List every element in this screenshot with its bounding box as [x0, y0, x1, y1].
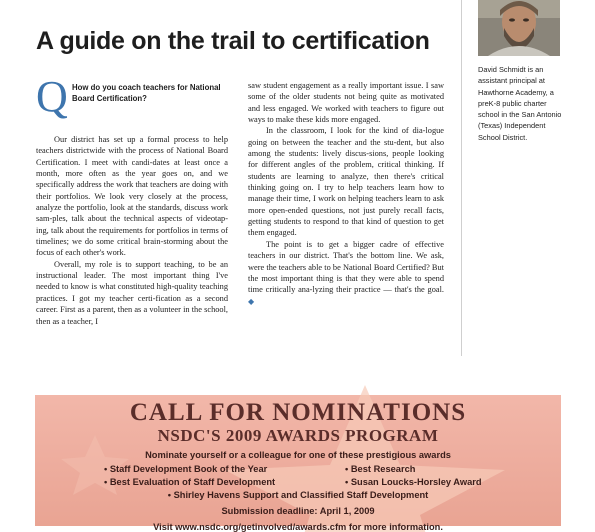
paragraph-text: The point is to get a bigger cadre of effective teachers in our district. That's the bottom line. We ask, were the teachers able to be National Board Certified? But the most important thing is that they were able to spend time critically ana-lyzing their practice — that's the goal. — [248, 239, 444, 295]
article-column-1 — [36, 72, 228, 327]
question-block — [36, 72, 228, 134]
sidebar-divider — [461, 0, 462, 356]
award-item: • Staff Development Book of the Year — [104, 464, 268, 474]
ad-nominate-line: Nominate yourself or a colleague for one of these prestigious awards — [145, 450, 451, 460]
paragraph: saw student engagement as a really important issue. I saw some of the older students not being quite as motivated and less engaged. We worked with teachers to figure out ways to make these kids more engaged. — [248, 81, 444, 125]
drop-cap: Q — [36, 72, 68, 121]
article-title: A guide on the trail to certification — [36, 27, 430, 55]
end-mark-icon: ◆ — [248, 296, 255, 306]
author-photo — [478, 0, 560, 56]
paragraph: Overall, my role is to support teaching, to be an instructional leader. The most important thing I've needed to know is what constituted high-quality teaching practices. I got my teacher certi-fication as a second career. First as a parent, then as a volunteer in the school, then as a teacher, I — [36, 259, 228, 326]
paragraph — [248, 239, 444, 307]
award-item: • Best Evaluation of Staff Development — [104, 477, 276, 487]
award-item: • Shirley Havens Support and Classified Staff Development — [167, 490, 429, 500]
interview-question: How do you coach teachers for National Board Certification? — [72, 83, 221, 103]
author-caption: David Schmidt is an assistant principal at Hawthorne Academy, a preK-8 public charter school in the San Antonio (Texas) Independent School District. — [478, 65, 562, 142]
article-column-2 — [248, 80, 444, 307]
paragraph: In the classroom, I look for the kind of dia-logue going on between the teacher and the stu-dent, but also among the students: lively discus-sions, people looking for different angles of the problem, critical thinking. If students are learning to analyze, then there's critical thinking going on. I try to help teachers learn how to manage their time, I work on helping teachers learn to ask more open-ended questions, not just purely recall facts, getting students to respond to that kind of question to get them engaged. — [248, 126, 444, 238]
ad-visit-link[interactable]: Visit www.nsdc.org/getinvolved/awards.cfm for more information. — [153, 522, 443, 532]
ad-subtitle: NSDC'S 2009 AWARDS PROGRAM — [157, 426, 439, 445]
award-item: • Susan Loucks-Horsley Award — [345, 477, 482, 487]
submission-deadline: Submission deadline: April 1, 2009 — [221, 506, 375, 516]
awards-advertisement — [35, 395, 561, 532]
award-item: • Best Research — [345, 464, 416, 474]
paragraph: Our district has set up a formal process to help teachers districtwide with the process of National Board Certification. I meet with candi-dates at least once a month, more often as the year goes on, and we specifically address the work that teachers are doing with their portfolios. We look very closely at the process, analyze the portfolio, look at the standards, discuss work sam-ples, talk about the technical aspects of videotap-ing, talk about the requirements for portfolios in terms of timelines; we do some critical brain-storming about the focus of each other's work. — [36, 135, 228, 258]
ad-title: CALL FOR NOMINATIONS — [129, 399, 467, 426]
